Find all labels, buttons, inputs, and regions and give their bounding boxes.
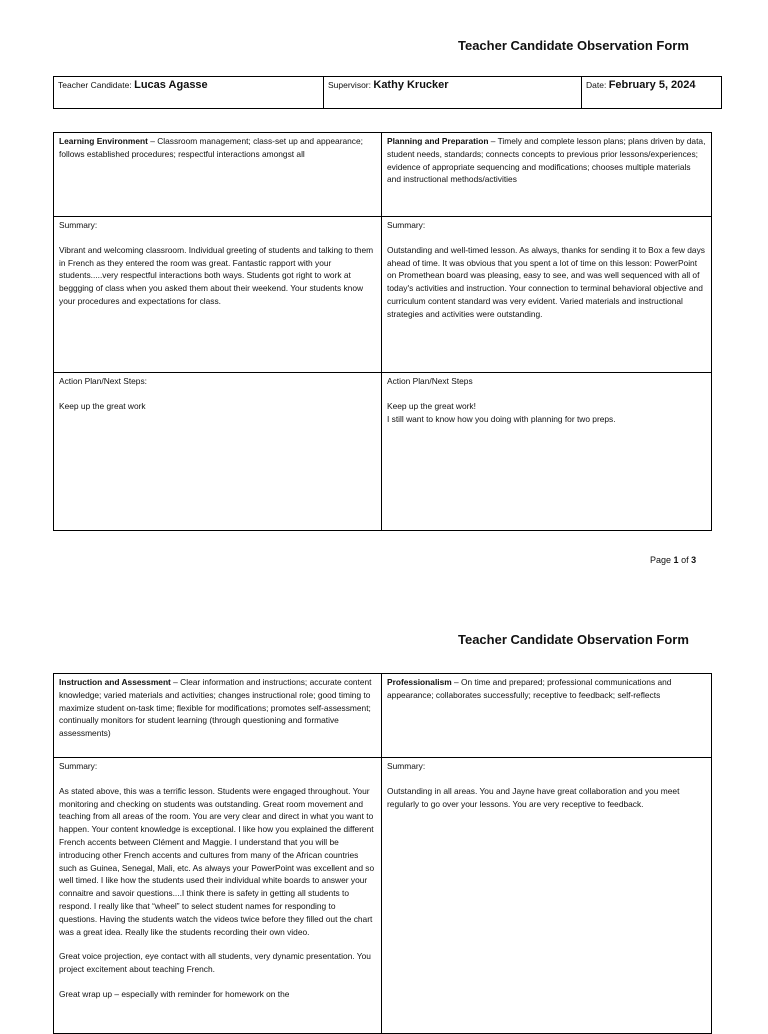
page-number <box>650 555 696 565</box>
summary-label: Summary: <box>59 761 98 771</box>
learning-environment-action: Keep up the great work <box>59 400 146 411</box>
planning-action-line: I still want to know how you doing with planning for two preps. <box>387 413 616 424</box>
date-label: Date: <box>586 80 607 90</box>
observation-grid-page1 <box>53 132 712 531</box>
learning-environment-summary-cell <box>54 217 382 373</box>
form-title: Teacher Candidate Observation Form <box>458 38 689 53</box>
form-title: Teacher Candidate Observation Form <box>458 632 689 647</box>
learning-environment-desc: – Classroom management; class-set up and appearance; follows established procedures; respectful interactions amongst all <box>59 136 363 159</box>
learning-environment-action-cell <box>54 373 382 531</box>
planning-preparation-summary-cell <box>382 217 712 373</box>
planning-preparation-criteria <box>382 133 712 217</box>
professionalism-summary: Outstanding in all areas. You and Jayne have great collaboration and you meet regularly to go over your lessons. You are very receptive to feedback. <box>387 785 680 809</box>
supervisor-name: Kathy Krucker <box>373 79 449 91</box>
action-plan-label: Action Plan/Next Steps: <box>59 376 147 386</box>
supervisor-cell <box>324 77 582 109</box>
learning-environment-heading: Learning Environment <box>59 136 148 146</box>
professionalism-criteria <box>382 674 712 758</box>
professionalism-heading: Professionalism <box>387 677 452 687</box>
date-value: February 5, 2024 <box>608 79 696 91</box>
planning-preparation-summary: Outstanding and well-timed lesson. As always, thanks for sending it to Box a few days ahead of time. It was obvious that you spent a lot of time on this lesson: PowerPoint on Promethean board was pleasing, easy to see, and was well sequenced with all of today's activities and instruction. Your connection to terminal behavioral objective and curriculum content standard was very evident. Varied materials and instructional strategies and activities were outstanding. <box>387 244 705 319</box>
instruction-summary-paragraph: Great wrap up – especially with reminder for homework on the <box>59 988 290 999</box>
professionalism-summary-cell <box>382 758 712 1034</box>
page-current: 1 <box>673 555 679 565</box>
planning-preparation-heading: Planning and Preparation <box>387 136 489 146</box>
instruction-summary-paragraph: Great voice projection, eye contact with all students, very dynamic presentation. You project excitement about teaching French. <box>59 951 371 975</box>
learning-environment-criteria <box>54 133 382 217</box>
page-of: of <box>681 555 689 565</box>
summary-label: Summary: <box>59 220 98 230</box>
page-total: 3 <box>691 555 697 565</box>
instruction-assessment-summary-cell <box>54 758 382 1034</box>
observation-grid-page2 <box>53 673 712 1034</box>
instruction-assessment-heading: Instruction and Assessment <box>59 677 171 687</box>
supervisor-label: Supervisor: <box>328 80 371 90</box>
teacher-candidate-name: Lucas Agasse <box>134 79 208 91</box>
instruction-assessment-desc: – Clear information and instructions; accurate content knowledge; varied materials and activities; changes instructional role; good timing to maximize student on-task time; flexible for modifications; promotes self-assessment; continually monitors for student learning (through questioning and formative assessments) <box>59 677 372 739</box>
action-plan-label: Action Plan/Next Steps <box>387 376 473 386</box>
planning-action-line: Keep up the great work! <box>387 400 476 411</box>
planning-preparation-desc: – Timely and complete lesson plans; plans driven by data, student needs, standards; connects concepts to previous prior lessons/experiences; evidence of appropriate sequencing and modifications; chooses multiple materials and instructional methods/activities <box>387 136 706 185</box>
summary-label: Summary: <box>387 220 426 230</box>
professionalism-desc: – On time and prepared; professional communications and appearance; collaborates successfully; receptive to feedback; self-reflects <box>387 677 672 700</box>
learning-environment-summary: Vibrant and welcoming classroom. Individual greeting of students and talking to them in French as they entered the room was great. Fantastic rapport with your students.....very respectful interactions both ways. Students got right to work at beggging of class when you asked them about their weekend. Your students know your procedures and expectations for class. <box>59 244 374 306</box>
teacher-candidate-label: Teacher Candidate: <box>58 80 132 90</box>
planning-preparation-action-cell <box>382 373 712 531</box>
instruction-assessment-criteria <box>54 674 382 758</box>
page-label: Page <box>650 555 672 565</box>
header-table <box>53 76 722 109</box>
summary-label: Summary: <box>387 761 426 771</box>
date-cell <box>582 77 722 109</box>
teacher-candidate-cell <box>54 77 324 109</box>
instruction-summary-paragraph: As stated above, this was a terrific lesson. Students were engaged throughout. Your monitoring and checking on students was outstanding. Great room movement and teaching from all areas of the room. You are very clear and direct in what you want to happen. Your content knowledge is exceptional. I like how you explained the different French accents between Clément and Maggie. I understand that you will be introducing other French accents and cultures from many of the African countries such as Guinea, Senegal, Mali, etc. As always your PowerPoint was excellent and so well timed. I like how the students used their individual white boards to answer your connaitre and savoir questions....I think there is safety in getting all students to respond. I really like that “wheel” to select student names for responding to questions. Having the students watch the videos twice before they filled out the chart was a great idea. Really like the students recording their own video. <box>59 785 375 937</box>
